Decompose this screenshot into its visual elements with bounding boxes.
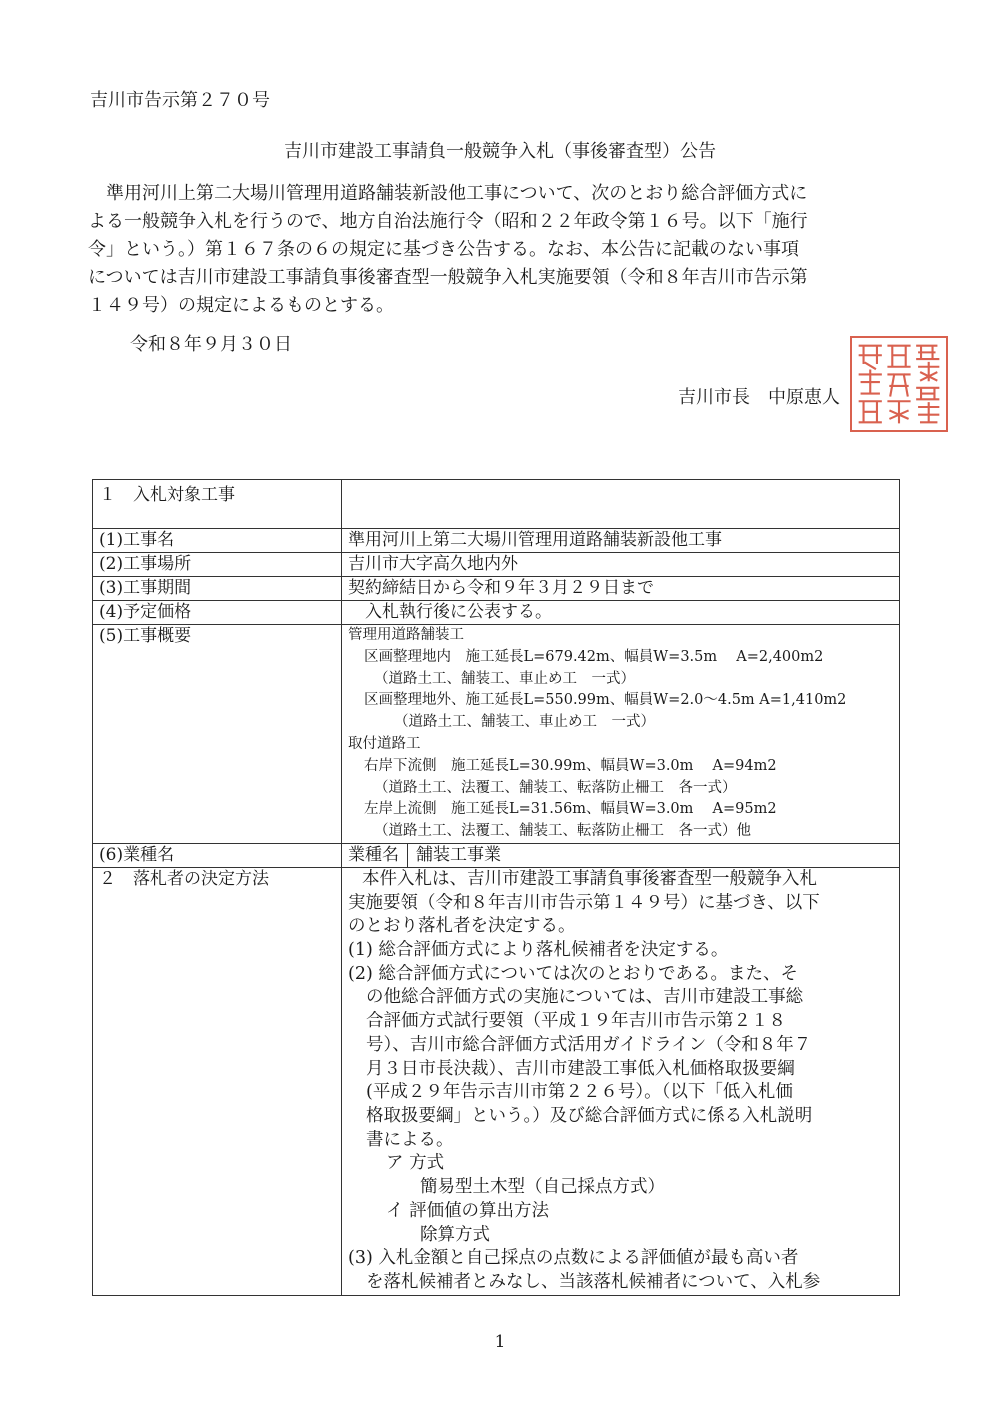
- section-2-label: ２ 落札者の決定方法: [93, 867, 342, 1295]
- summary-line: 左岸上流側 施工延長L=31.56m、幅員W=3.0m A=95m2: [364, 801, 777, 818]
- summary-line: 区画整理地外、施工延長L=550.99m、幅員W=2.0～4.5m A=1,410m2: [364, 692, 847, 709]
- section-1-value: [342, 480, 900, 529]
- method-value: [342, 867, 900, 1295]
- row-label: (2)工事場所: [93, 553, 342, 577]
- summary-line: （道路土工、法覆工、舗装工、転落防止柵工 各一式）: [374, 779, 737, 796]
- page-title: 吉川市建設工事請負一般競争入札（事後審査型）公告: [284, 141, 716, 162]
- method-line: 除算方式: [420, 1224, 490, 1245]
- summary-line: （道路土工、舗装工、車止め工 一式）: [394, 714, 655, 731]
- intro-line: については吉川市建設工事請負事後審査型一般競争入札実施要領（令和８年吉川市告示第: [88, 267, 808, 288]
- row-value: 吉川市大字高久地内外: [342, 553, 900, 577]
- category-value: [342, 843, 900, 867]
- table-row: [93, 529, 900, 553]
- method-line: (平成２９年告示吉川市第２２６号）。（以下「低入札価: [366, 1082, 793, 1103]
- table-row: [93, 867, 900, 1295]
- method-line: (2) 総合評価方式については次のとおりである。また、そ: [348, 963, 798, 984]
- signer-name: 吉川市長 中原恵人: [678, 387, 840, 408]
- summary-line: （道路土工、法覆工、舗装工、転落防止柵工 各一式）他: [374, 823, 751, 840]
- official-seal-icon: [850, 336, 948, 432]
- summary-line: 取付道路工: [348, 735, 421, 752]
- summary-value: [342, 625, 900, 844]
- seal-graphic: [852, 338, 946, 430]
- method-line: 簡易型土木型（自己採点方式）: [420, 1177, 665, 1198]
- section-1-label: １ 入札対象工事: [93, 480, 342, 529]
- method-line: ア 方式: [386, 1153, 445, 1174]
- method-line: 月３日市長決裁）、吉川市建設工事低入札価格取扱要綱: [366, 1058, 795, 1079]
- notice-number: 吉川市告示第２７０号: [90, 90, 270, 111]
- method-line: 合評価方式試行要領（平成１９年吉川市告示第２１８: [366, 1011, 786, 1032]
- method-line: 格取扱要綱」という。）及び総合評価方式に係る入札説明: [366, 1106, 813, 1126]
- category-key: 業種名: [348, 844, 408, 867]
- summary-line: 区画整理地内 施工延長L=679.42m、幅員W=3.5m A=2,400m2: [364, 648, 824, 665]
- row-label: (1)工事名: [93, 529, 342, 553]
- method-line: 書による。: [366, 1129, 454, 1150]
- summary-line: 管理用道路舗装工: [348, 627, 464, 643]
- summary-line: （道路土工、舗装工、車止め工 一式）: [374, 670, 635, 687]
- page-number: 1: [494, 1332, 506, 1352]
- row-value: 契約締結日から令和９年３月２９日まで: [342, 577, 900, 601]
- row-value: 入札執行後に公表する。: [342, 601, 900, 625]
- method-line: のとおり落札者を決定する。: [348, 916, 576, 937]
- row-label: (4)予定価格: [93, 601, 342, 625]
- notice-date: 令和８年９月３０日: [130, 334, 292, 355]
- intro-line: 準用河川上第二大場川管理用道路舗装新設他工事について、次のとおり総合評価方式に: [88, 183, 808, 204]
- row-label: (3)工事期間: [93, 577, 342, 601]
- table-row: [93, 553, 900, 577]
- method-line: (1) 総合評価方式により落札候補者を決定する。: [348, 940, 729, 961]
- method-line: 本件入札は、吉川市建設工事請負事後審査型一般競争入札: [362, 868, 817, 889]
- intro-line: よる一般競争入札を行うので、地方自治法施行令（昭和２２年政令第１６号。以下「施行: [88, 211, 808, 232]
- method-line: を落札候補者とみなし、当該落札候補者について、入札参: [366, 1271, 821, 1292]
- table-row: [93, 843, 900, 867]
- notice-table: [92, 479, 900, 1296]
- table-row: [93, 601, 900, 625]
- method-line: (3) 入札金額と自己採点の点数による評価値が最も高い者: [348, 1248, 799, 1269]
- row-value: 準用河川上第二大場川管理用道路舗装新設他工事: [342, 529, 900, 553]
- category-label: (6)業種名: [93, 843, 342, 867]
- summary-label: (5)工事概要: [93, 625, 342, 844]
- category-name: 舗装工事業: [416, 844, 501, 865]
- method-line: の他総合評価方式の実施については、吉川市建設工事総: [366, 987, 804, 1008]
- intro-paragraph: [88, 180, 908, 320]
- method-line: イ 評価値の算出方法: [386, 1200, 550, 1221]
- intro-line: １４９号）の規定によるものとする。: [88, 295, 394, 316]
- method-line: 号）、吉川市総合評価方式活用ガイドライン（令和８年７: [366, 1034, 812, 1055]
- table-row: [93, 577, 900, 601]
- table-row: [93, 480, 900, 529]
- table-row: [93, 625, 900, 844]
- summary-line: 右岸下流側 施工延長L=30.99m、幅員W=3.0m A=94m2: [364, 757, 777, 774]
- intro-line: 令」という。）第１６７条の６の規定に基づき公告する。なお、本公告に記載のない事項: [88, 239, 799, 260]
- method-line: 実施要領（令和８年吉川市告示第１４９号）に基づき、以下: [348, 892, 820, 913]
